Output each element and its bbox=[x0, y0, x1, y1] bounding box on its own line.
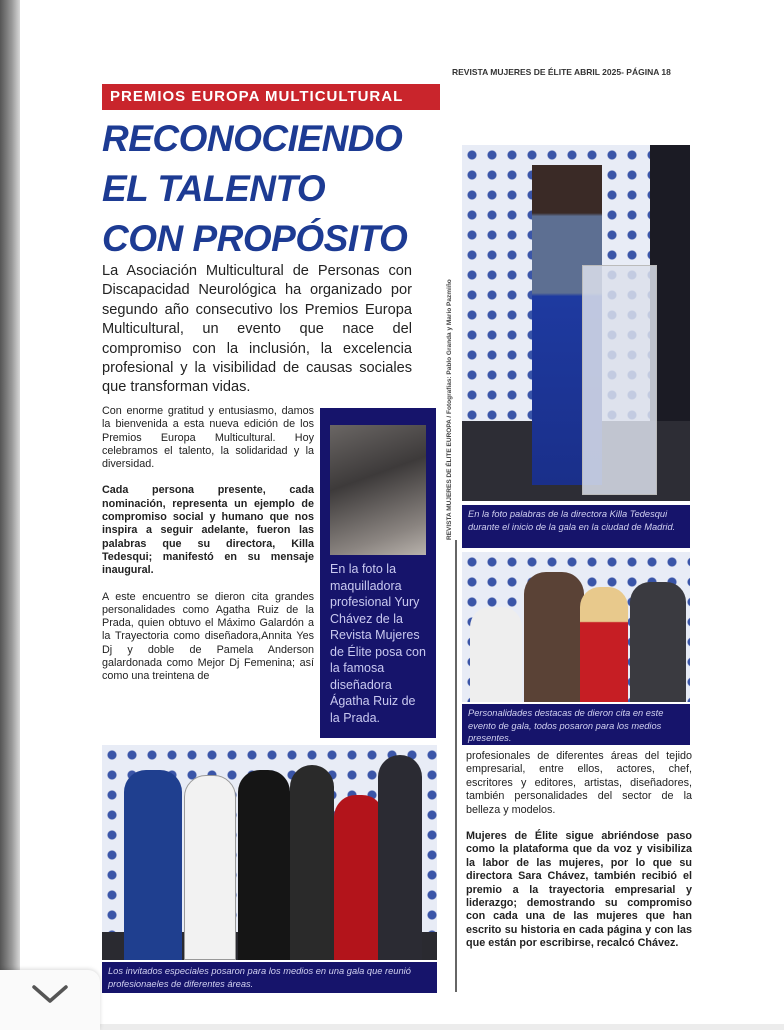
body-column-left bbox=[102, 405, 314, 697]
column-divider bbox=[455, 540, 457, 992]
section-kicker: PREMIOS EUROPA MULTICULTURAL bbox=[102, 84, 440, 110]
running-head: REVISTA MUJERES DE ÉLITE ABRIL 2025- PÁGINA 18 bbox=[452, 67, 671, 77]
collapse-button[interactable] bbox=[0, 970, 100, 1030]
title-line: RECONOCIENDO bbox=[102, 118, 403, 159]
paragraph: Con enorme gratitud y entusiasmo, damos la bienvenida a esta nueva edición de los Premios Europa Multicultural. Hoy celebramos el talento, la solidaridad y la diversidad. bbox=[102, 405, 314, 471]
article-title bbox=[102, 114, 407, 264]
title-line: CON PROPÓSITO bbox=[102, 218, 408, 259]
caption-personalities: Personalidades destacas de dieron cita en este evento de gala, todos posaron para los medios presentes. bbox=[462, 704, 690, 745]
paragraph: profesionales de diferentes áreas del tejido empresarial, entre ellos, actores, chef, escritores y editores, artistas, diseñadores, también personalidades del sector de la belleza y modelos. bbox=[466, 750, 692, 816]
lead-paragraph: La Asociación Multicultural de Personas con Discapacidad Neurológica ha organizado por segundo año consecutivo los Premios Europa Multicultural, un evento que nace del compromiso con la inclusión, la excelencia profesional y la visibilidad de causas sociales que transforman vidas. bbox=[102, 263, 412, 396]
body-column-right bbox=[466, 750, 692, 964]
photo-makeup-artist-and-designer bbox=[330, 425, 426, 555]
caption-director-speech: En la foto palabras de la directora Killa Tedesqui durante el inicio de la gala en la ciudad de Madrid. bbox=[462, 505, 690, 548]
photo-credit: REVISTA MUJERES DE ÉLITE EUROPA / Fotografías: Pablo Granda y Mario Pazmiño bbox=[446, 279, 453, 540]
chevron-down-icon bbox=[31, 984, 69, 1004]
sidebar-caption: En la foto la maquilladora profesional Yury Chávez de la Revista Mujeres de Élite posa con la famosa diseñadora Ágatha Ruiz de la Prada. bbox=[330, 562, 426, 725]
sidebar-photo-box bbox=[320, 408, 436, 738]
page-spine-shadow bbox=[0, 0, 20, 1024]
paragraph: Cada persona presente, cada nominación, representa un ejemplo de compromiso social y humano que nos inspira a seguir adelante, fueron las palabras que su directora, Killa Tedesqui; manifestó en su mensaje inaugural. bbox=[102, 484, 314, 577]
paragraph: A este encuentro se dieron cita grandes personalidades como Agatha Ruiz de la Prada, quien obtuvo el Máximo Galardón a la Trayectoria como diseñadora,Annita Yes Dj y doble de Pamela Anderson galardonada como Mejor Dj Femenina; así como una treintena de bbox=[102, 590, 314, 683]
photo-director-speech bbox=[462, 145, 690, 501]
photo-special-guests bbox=[102, 745, 437, 960]
title-line: EL TALENTO bbox=[102, 168, 326, 209]
photo-personalities bbox=[462, 552, 690, 702]
paragraph: Mujeres de Élite sigue abriéndose paso como la plataforma que da voz y visibiliza la labor de las mujeres, por lo que su directora Sara Chávez, también recibió el premio a la trayectoria empresarial y liderazgo; demostrando su compromiso con cada una de las mujeres que han escrito su historia en cada página y con las que están por escribirse, recalcó Chávez. bbox=[466, 830, 692, 950]
caption-special-guests: Los invitados especiales posaron para los medios en una gala que reunió profesionaeles de diferentes áreas. bbox=[102, 962, 437, 993]
